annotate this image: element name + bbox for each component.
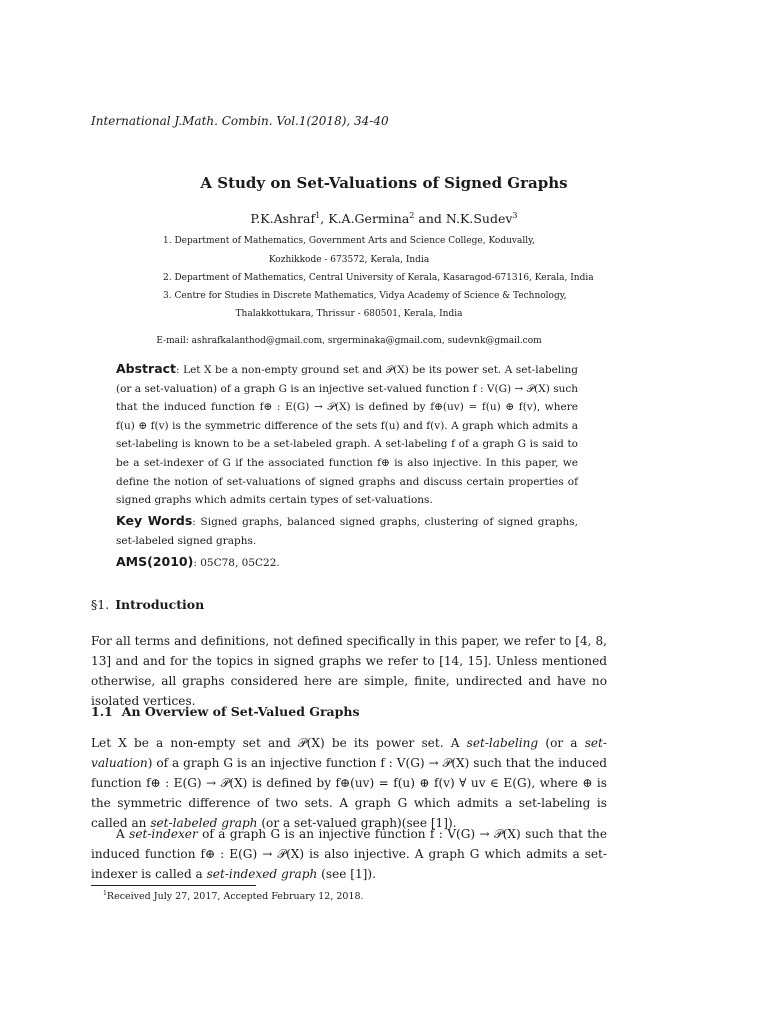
paper-title: A Study on Set-Valuations of Signed Graphs — [200, 174, 568, 192]
section-heading — [91, 597, 204, 612]
ams-label: AMS(2010) — [116, 554, 194, 569]
keywords-text: Signed graphs, balanced signed graphs, clustering of signed graphs, set-labeled signed graphs. — [116, 516, 578, 547]
emphasis-term: set-indexer — [129, 827, 198, 841]
body-paragraph — [91, 824, 607, 884]
abstract-text: Let X be a non-empty ground set and 𝒫(X) be its power set. A set-labeling (or a set-valuation) of a graph G is an injective set-valued function f : V(G) → 𝒫(X) such that the induced function f⊕ : E(G) → 𝒫(X) is defined by f⊕(uv) = f(u) ⊕ f(v), where f(u) ⊕ f(v) is the symmetric difference of the sets f(u) and f(v). A graph which admits a set-labeling is known to be a set-labeled graph. A set-labeling f of a graph G is said to be a set-indexer of G if the associated function f⊕ is also injective. In this paper, we define the notion of set-valuations of signed graphs and discuss certain properties of signed graphs which admits certain types of set-valuations. — [116, 364, 578, 507]
text-run: (or a set-valued graph)(see [1]). — [257, 816, 457, 830]
affiliation-mark: 2 — [409, 209, 415, 220]
footnote-rule — [91, 885, 256, 886]
section-title: Introduction — [115, 597, 205, 612]
author-list — [0, 211, 768, 226]
body-paragraph — [91, 733, 607, 833]
author-name: N.K.Sudev — [445, 211, 513, 226]
subsection-heading — [91, 704, 360, 719]
author-name: P.K.Ashraf — [250, 211, 316, 226]
intro-paragraph: For all terms and definitions, not defined specifically in this paper, we refer to [4, 8, 13] and and for the topics in signed graphs we refer to [14, 15]. Unless mentioned otherwise, all graphs considered here are simple, finite, undirected and have no isolated vertices. — [91, 634, 607, 708]
label-separator: : — [193, 557, 201, 569]
footnote-mark: 1 — [103, 889, 107, 897]
section-number: §1. — [91, 597, 110, 612]
affiliation-line: Thalakkottukara, Thrissur - 680501, Kerala, India — [235, 309, 463, 319]
emphasis-term: set-labeling — [466, 736, 539, 750]
text-run: (or a — [538, 736, 585, 750]
affiliation-line: 1. Department of Mathematics, Government Arts and Science College, Koduvally, — [163, 236, 535, 246]
keywords-block — [116, 512, 578, 550]
footnote — [103, 891, 364, 902]
text-run: of a graph G is an injective function f : V(G) → 𝒫(X) such that the induced function f⊕ : E(G) → 𝒫(X) is also injective. A graph G which admits a set-indexer is called a — [91, 827, 607, 881]
subsection-number: 1.1 — [91, 704, 113, 719]
author-emails: E-mail: ashrafkalanthod@gmail.com, srgerminaka@gmail.com, sudevnk@gmail.com — [156, 336, 542, 346]
ams-classification — [116, 554, 280, 569]
author-separator: and — [414, 211, 446, 226]
emphasis-term: set-valuation — [91, 736, 607, 770]
abstract-block — [116, 360, 578, 510]
author-name: K.A.Germina — [328, 211, 410, 226]
author-separator: , — [320, 211, 329, 226]
abstract-label: Abstract — [116, 361, 177, 376]
text-run: A — [116, 827, 130, 841]
keywords-label: Key Words — [116, 513, 193, 528]
affiliation-line: 2. Department of Mathematics, Central University of Kerala, Kasaragod-671316, Kerala, India — [163, 273, 594, 283]
ams-codes: 05C78, 05C22. — [200, 557, 280, 569]
affiliation-mark: 3 — [512, 209, 518, 220]
emphasis-term: set-labeled graph — [150, 816, 258, 830]
label-separator: : — [176, 364, 184, 376]
emphasis-term: set-indexed graph — [206, 867, 318, 881]
text-run: Let X be a non-empty set and 𝒫(X) be its power set. A — [91, 736, 467, 750]
affiliation-line: 3. Centre for Studies in Discrete Mathematics, Vidya Academy of Science & Technology, — [163, 291, 567, 301]
label-separator: : — [192, 516, 201, 528]
text-run: (see [1]). — [317, 867, 376, 881]
affiliation-mark: 1 — [315, 209, 321, 220]
text-run: ) of a graph G is an injective function f : V(G) → 𝒫(X) such that the induced function f⊕ : E(G) → 𝒫(X) is defined by f⊕(uv) = f(u) ⊕ f(v) ∀ uv ∈ E(G), where ⊕ is the symmetric difference of two sets. A graph G which admits a set-labeling is called an — [91, 756, 607, 830]
subsection-title: An Overview of Set-Valued Graphs — [121, 704, 360, 719]
footnote-text: Received July 27, 2017, Accepted February 12, 2018. — [106, 891, 364, 902]
affiliation-line: Kozhikkode - 673572, Kerala, India — [268, 255, 430, 265]
journal-header: International J.Math. Combin. Vol.1(2018), 34-40 — [91, 114, 389, 128]
